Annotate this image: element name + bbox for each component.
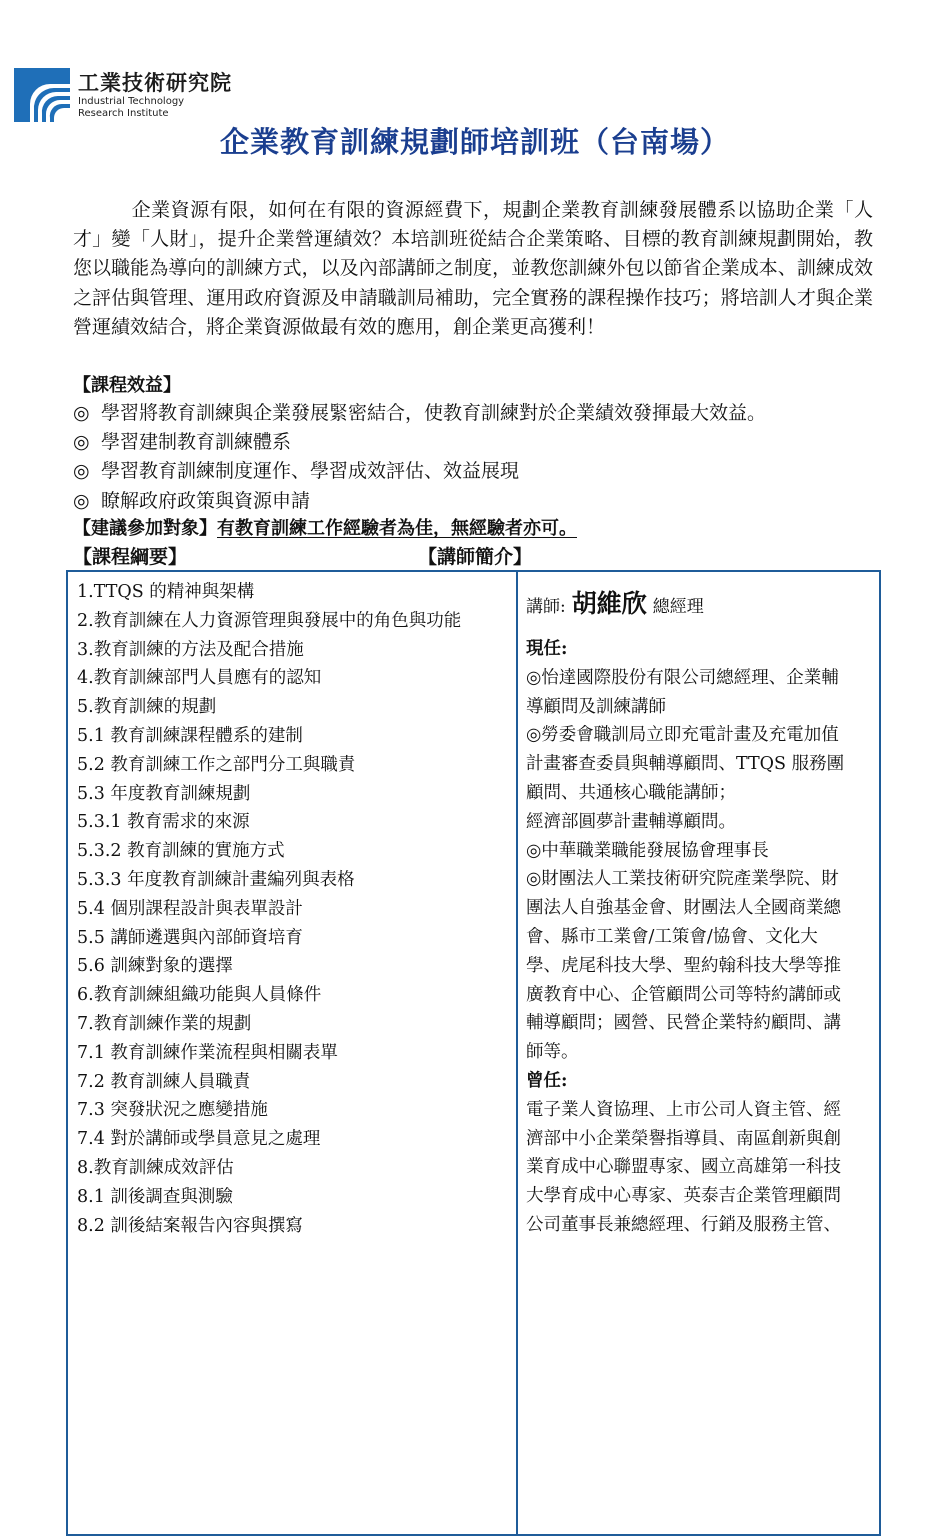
outline-item: 4.教育訓練部門人員應有的認知 <box>77 668 322 689</box>
org-name-en-line1: Industrial Technology <box>78 96 185 107</box>
outline-item: 8.1 訓後調查與測驗 <box>77 1186 233 1207</box>
outline-item: 8.教育訓練成效評估 <box>77 1157 234 1178</box>
outline-item: 7.4 對於講師或學員意見之處理 <box>77 1129 321 1150</box>
outline-item: 5.3.3 年度教育訓練計畫編列與表格 <box>77 869 355 890</box>
past-label: 曾任: <box>526 1070 568 1091</box>
benefit-item <box>73 457 766 486</box>
bio-line: 導顧問及訓練講師 <box>526 696 666 717</box>
bio-line: 電子業人資協理、上市公司人資主管、經 <box>526 1099 841 1120</box>
org-name-zh: 工業技術研究院 <box>78 71 232 95</box>
instructor-column <box>518 572 879 1534</box>
target-audience <box>73 514 577 540</box>
target-text: 有教育訓練工作經驗者為佳，無經驗者亦可。 <box>217 518 577 539</box>
bio-line: 廣教育中心、企管顧問公司等特約講師或 <box>526 984 841 1005</box>
outline-item: 5.1 教育訓練課程體系的建制 <box>77 725 303 746</box>
instructor-prefix: 講師: <box>526 597 566 617</box>
bullet-marker: ◎ <box>73 431 90 454</box>
outline-item: 7.教育訓練作業的規劃 <box>77 1013 252 1034</box>
outline-item: 5.3 年度教育訓練規劃 <box>77 783 251 804</box>
org-logo <box>14 68 232 122</box>
bio-line: 業育成中心聯盟專家、國立高雄第一科技 <box>526 1157 841 1178</box>
bio-line: ◎勞委會職訓局立即充電計畫及充電加值 <box>526 725 839 746</box>
bullet-marker: ◎ <box>73 402 90 424</box>
bio-line: 濟部中小企業榮譽指導員、南區創新與創 <box>526 1128 841 1149</box>
bio-line: 大學育成中心專家、英泰吉企業管理顧問 <box>526 1186 841 1207</box>
outline-item: 3.教育訓練的方法及配合措施 <box>77 639 304 660</box>
benefit-item <box>73 487 766 516</box>
past-roles <box>526 1096 871 1240</box>
outline-item: 8.2 訓後結案報告內容與撰寫 <box>77 1215 303 1236</box>
benefits-heading: 【課程效益】 <box>73 375 181 396</box>
bio-line: 學、虎尾科技大學、聖約翰科技大學等推 <box>526 955 841 976</box>
bio-line: 會、縣市工業會/工策會/協會、文化大 <box>526 926 818 947</box>
current-label: 現任: <box>526 639 568 659</box>
bio-line: 師等。 <box>526 1042 579 1063</box>
bio-line: ◎中華職業職能發展協會理事長 <box>526 840 769 861</box>
outline-heading: 【課程綱要】 <box>73 546 188 568</box>
outline-item: 7.1 教育訓練作業流程與相關表單 <box>77 1042 338 1063</box>
benefit-item <box>73 399 766 428</box>
outline-item: 1.TTQS 的精神與架構 <box>77 582 255 602</box>
org-name-en-line2: Research Institute <box>78 108 169 119</box>
benefit-text: 學習建制教育訓練體系 <box>101 431 292 454</box>
outline-item: 5.5 講師遴選與內部師資培育 <box>77 927 303 948</box>
benefit-text: 學習將教育訓練與企業發展緊密結合，使教育訓練對於企業績效發揮最大效益。 <box>101 402 767 424</box>
benefit-text: 學習教育訓練制度運作、學習成效評估、效益展現 <box>101 460 520 483</box>
itri-logo-icon <box>14 68 70 122</box>
outline-item: 5.教育訓練的規劃 <box>77 697 217 718</box>
bullet-marker: ◎ <box>73 460 90 483</box>
outline-item: 5.6 訓練對象的選擇 <box>77 956 233 977</box>
instructor-heading: 【講師簡介】 <box>418 546 533 568</box>
benefits-list <box>73 399 766 516</box>
bio-line: 計畫審查委員與輔導顧問、TTQS 服務團 <box>526 754 845 775</box>
current-roles <box>526 664 871 1067</box>
benefit-text: 瞭解政府政策與資源申請 <box>101 489 311 512</box>
outline-item: 2.教育訓練在人力資源管理與發展中的角色與功能 <box>77 610 462 631</box>
instructor-line <box>526 590 871 621</box>
outline-item: 5.4 個別課程設計與表單設計 <box>77 898 303 919</box>
instructor-position: 總經理 <box>652 597 704 617</box>
outline-item: 5.3.2 教育訓練的實施方式 <box>77 841 285 862</box>
bio-line: ◎財團法人工業技術研究院產業學院、財 <box>526 869 839 890</box>
bullet-marker: ◎ <box>73 489 90 512</box>
bio-line: 團法人自強基金會、財團法人全國商業總 <box>526 898 841 919</box>
bio-line: ◎怡達國際股份有限公司總經理、企業輔 <box>526 667 839 688</box>
bio-line: 顧問、共通核心職能講師； <box>526 782 736 803</box>
bio-line: 輔導顧問；國營、民營企業特約顧問、講 <box>526 1013 841 1034</box>
bio-line: 公司董事長兼總經理、行銷及服務主管、 <box>526 1214 841 1235</box>
bio-line: 經濟部圓夢計畫輔導顧問。 <box>526 811 736 832</box>
outline-item: 7.3 突發狀況之應變措施 <box>77 1100 268 1121</box>
instructor-name: 胡維欣 <box>571 589 647 618</box>
outline-item: 7.2 教育訓練人員職責 <box>77 1071 251 1092</box>
intro-paragraph: 企業資源有限，如何在有限的資源經費下，規劃企業教育訓練發展體系以協助企業「人才」變「人財」，提升企業營運績效？本培訓班從結合企業策略、目標的教育訓練規劃開始，教您以職能為導向的訓練方式，以及內部講師之制度，並教您訓練外包以節省企業成本、訓練成效之評估與管理、運用政府資源及申請職訓局補助，完全實務的課程操作技巧；將培訓人才與企業營運績效結合，將企業資源做最有效的應用，創企業更高獲利！ <box>73 199 873 338</box>
benefit-item <box>73 428 766 457</box>
outline-item: 6.教育訓練組織功能與人員條件 <box>77 985 322 1006</box>
outline-item: 5.2 教育訓練工作之部門分工與職責 <box>77 754 356 775</box>
page-title: 企業教育訓練規劃師培訓班（台南場） <box>219 125 730 159</box>
target-label: 【建議參加對象】 <box>73 518 217 539</box>
outline-item: 5.3.1 教育需求的來源 <box>77 812 250 833</box>
course-table <box>66 570 881 1536</box>
outline-column <box>68 572 518 1534</box>
